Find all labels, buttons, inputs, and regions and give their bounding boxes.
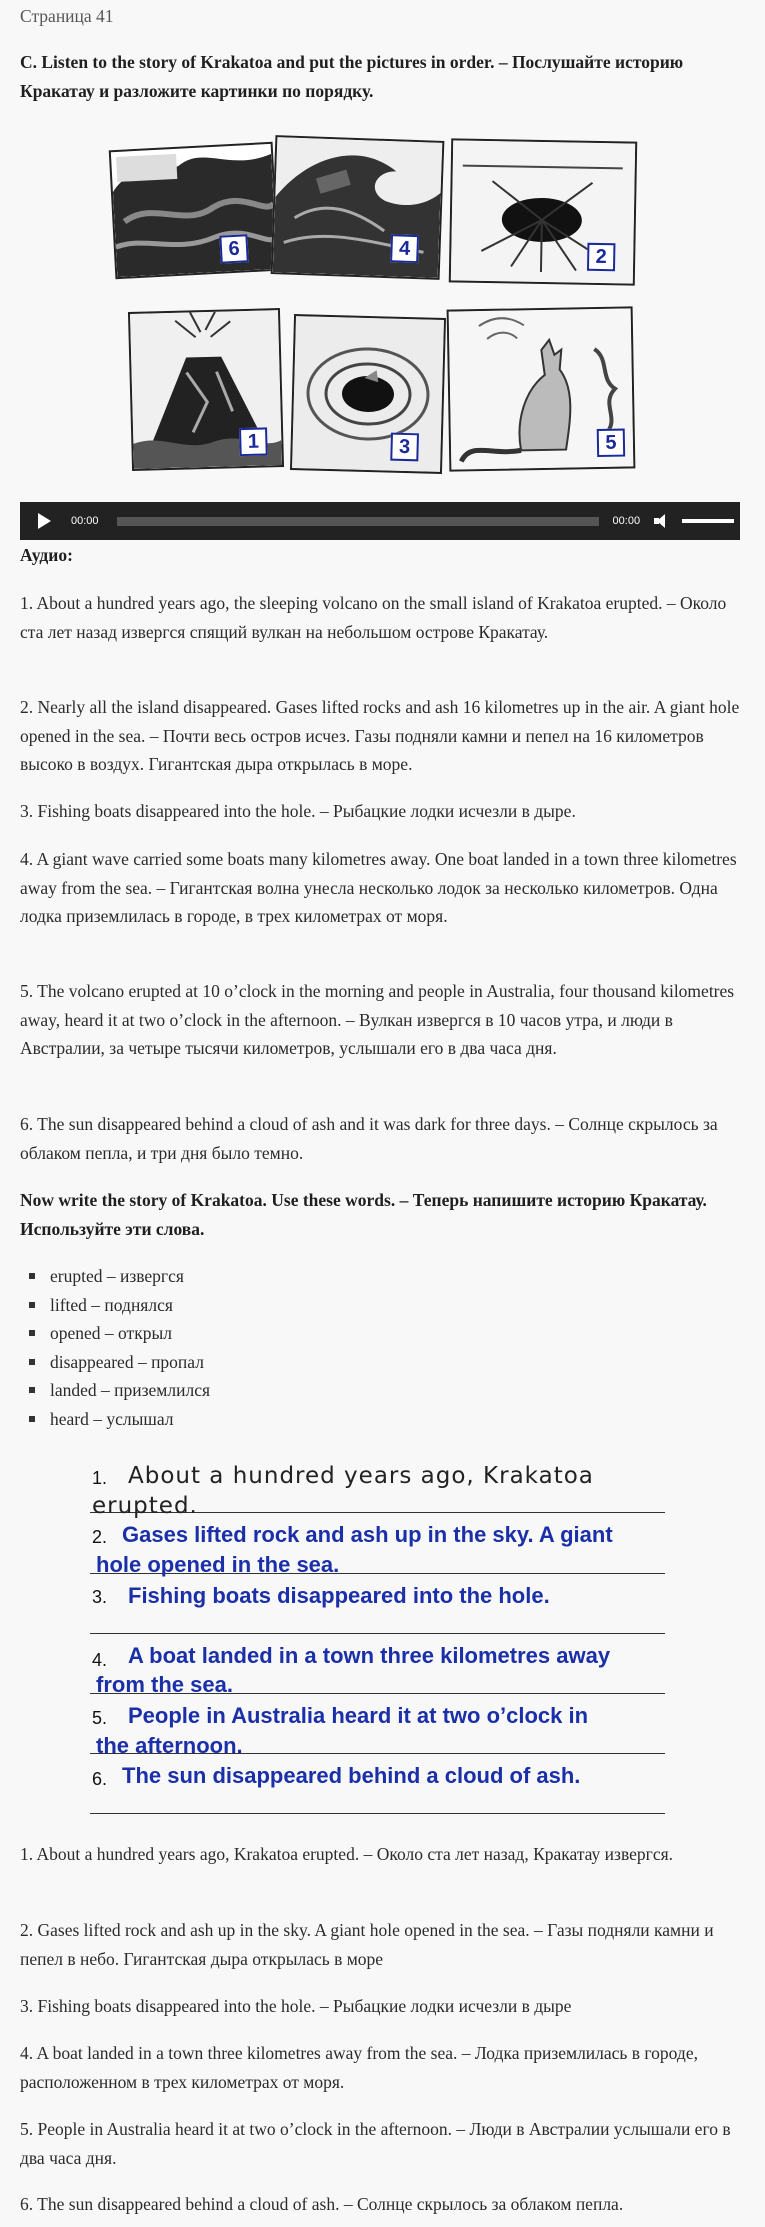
exercise-number: 1. — [92, 1468, 108, 1488]
answer-paragraph: 6. The sun disappeared behind a cloud of ash. – Солнце скрылось за облаком пепла. — [20, 2194, 624, 2214]
list-item: lifted – поднялся — [20, 1291, 210, 1320]
picture-number: 3 — [390, 433, 419, 462]
audio-paragraph: 2. Nearly all the island disappeared. Gases lifted rocks and ash 16 kilometres up in the air. A giant hole opened in the sea. – Почти весь остров исчез. Газы подняли камни и пепел на 16 километров высоко в воздух. Гигантская дыра открылась в море. — [20, 697, 740, 774]
handwritten-exercise — [90, 1455, 665, 1820]
list-item: erupted – извергся — [20, 1262, 210, 1291]
audio-player — [20, 502, 740, 540]
answer-line: hole opened in the sea. — [96, 1552, 340, 1577]
list-item: opened – открыл — [20, 1319, 210, 1348]
play-icon[interactable] — [38, 513, 51, 529]
answer-paragraph: 5. People in Australia heard it at two o’clock in the afternoon. – Люди в Австралии услышали его в два часа дня. — [20, 2119, 731, 2168]
picture-ash-cloud — [109, 142, 280, 279]
list-item: heard – услышал — [20, 1405, 210, 1434]
exercise-number: 4. — [92, 1650, 108, 1670]
audio-label: Аудио: — [20, 545, 73, 565]
audio-paragraph: 3. Fishing boats disappeared into the hole. – Рыбацкие лодки исчезли в дыре. — [20, 801, 576, 821]
audio-paragraph: 1. About a hundred years ago, the sleeping volcano on the small island of Krakatoa erupted. – Около ста лет назад извергся спящий вулкан на небольшом острове Кракатау. — [20, 593, 727, 642]
exercise-number: 6. — [92, 1769, 108, 1789]
list-item: disappeared – пропал — [20, 1348, 210, 1377]
picture-giant-wave — [271, 135, 445, 280]
whirlpool-drawing — [292, 316, 444, 472]
handwritten-line: About a hundred years ago, Krakatoa — [128, 1463, 594, 1489]
picture-whirlpool — [290, 314, 446, 474]
answer-line: The sun disappeared behind a cloud of ash. — [122, 1763, 581, 1788]
volume-icon[interactable] — [654, 513, 672, 529]
write-task-heading: Now write the story of Krakatoa. Use these words. – Теперь напишите историю Кракатау. Используйте эти слова. — [20, 1190, 707, 1239]
current-time: 00:00 — [71, 515, 99, 527]
picture-hole — [449, 138, 637, 285]
duration: 00:00 — [612, 515, 641, 527]
answer-paragraph: 2. Gases lifted rock and ash up in the sky. A giant hole opened in the sea. – Газы подняли камни и пепел в небо. Гигантская дыра открылась в море — [20, 1920, 714, 1969]
krakatoa-pictures — [108, 128, 635, 478]
picture-number: 4 — [390, 234, 419, 263]
picture-number: 2 — [587, 243, 615, 271]
answer-line: Fishing boats disappeared into the hole. — [128, 1583, 550, 1608]
picture-number: 5 — [597, 429, 625, 457]
answer-paragraph: 3. Fishing boats disappeared into the hole. – Рыбацкие лодки исчезли в дыре — [20, 1996, 572, 2016]
picture-volcano — [128, 308, 284, 471]
answer-line: from the sea. — [96, 1672, 233, 1697]
page-label: Страница 41 — [20, 6, 114, 26]
answer-line: Gases lifted rock and ash up in the sky. A giant — [122, 1522, 613, 1547]
word-list — [20, 1262, 210, 1434]
ash-cloud-drawing — [111, 144, 277, 277]
picture-number: 6 — [219, 234, 248, 263]
exercise-number: 5. — [92, 1708, 108, 1728]
exercise-number: 2. — [92, 1527, 108, 1547]
task-heading: C. Listen to the story of Krakatoa and put the pictures in order. – Послушайте историю Кракатау и разложите картинки по порядку. — [20, 52, 684, 101]
audio-paragraph: 5. The volcano erupted at 10 o’clock in the morning and people in Australia, four thousand kilometres away, heard it at two o’clock in the afternoon. – Вулкан извергся в 10 часов утра, и люди в Австралии, за четыре тысячи километров, услышали его в два часа дня. — [20, 981, 735, 1058]
volume-slider[interactable] — [682, 519, 734, 523]
exercise-number: 3. — [92, 1587, 108, 1607]
writing-line — [90, 1633, 665, 1634]
audio-paragraph: 4. A giant wave carried some boats many kilometres away. One boat landed in a town three kilometres away from the sea. – Гигантская волна унесла несколько лодок за несколько километров. Одна лодка приземлилась в городе, в трех километрах от моря. — [20, 849, 737, 926]
answer-line: A boat landed in a town three kilometres away — [128, 1643, 611, 1668]
answer-paragraph: 4. A boat landed in a town three kilometres away from the sea. – Лодка приземлилась в городе, расположенном в трех километрах от моря. — [20, 2043, 698, 2092]
audio-paragraph: 6. The sun disappeared behind a cloud of ash and it was dark for three days. – Солнце скрылось за облаком пепла, и три дня было темно. — [20, 1114, 718, 1163]
audio-progress-bar[interactable] — [117, 517, 599, 526]
picture-kangaroo — [447, 306, 636, 471]
answer-line: People in Australia heard it at two o’clock in — [128, 1703, 589, 1728]
writing-line — [90, 1813, 665, 1814]
picture-number: 1 — [239, 427, 268, 456]
handwritten-line: erupted. — [92, 1493, 198, 1519]
answer-line: the afternoon. — [96, 1733, 243, 1758]
list-item: landed – приземлился — [20, 1376, 210, 1405]
answer-paragraph: 1. About a hundred years ago, Krakatoa erupted. – Около ста лет назад, Кракатау извергся. — [20, 1844, 674, 1864]
